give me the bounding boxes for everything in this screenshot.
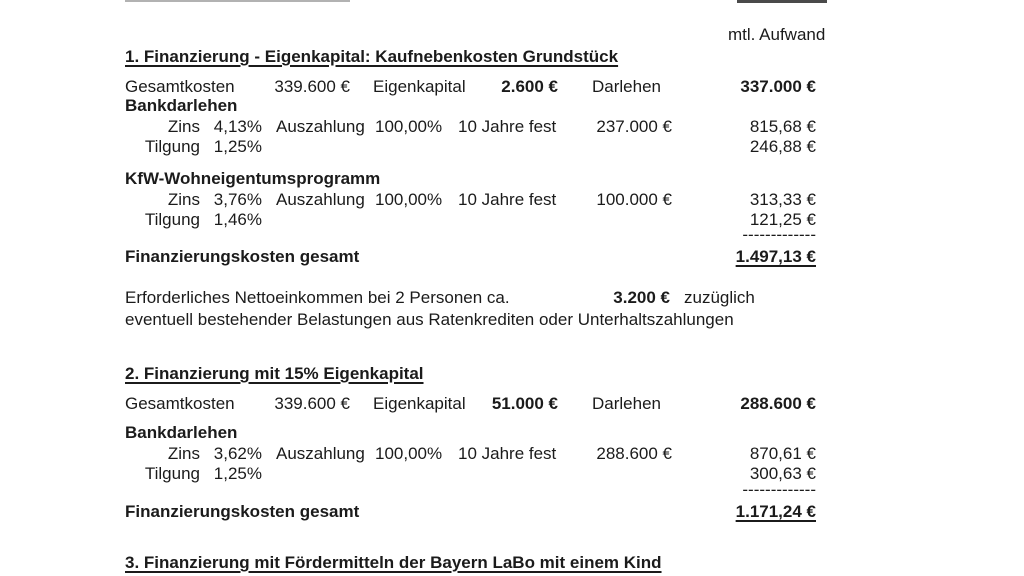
loan-name-bankdarlehen: Bankdarlehen [125,423,238,442]
gesamtkosten-label: Gesamtkosten [125,394,235,413]
gesamtkosten-label: Gesamtkosten [125,77,235,96]
monatlich-zins-value: 815,68 € [749,117,816,136]
section-1-heading: 1. Finanzierung - Eigenkapital: Kaufnebenkosten Grundstück [125,47,619,66]
income-note-suffix: zuzüglich [684,288,755,307]
laufzeit-value: 10 Jahre fest [458,444,557,463]
darlehen-label: Darlehen [592,394,661,413]
tilgung-label: Tilgung [144,137,200,156]
income-note-line1: Erforderliches Nettoeinkommen bei 2 Personen ca. [125,288,510,307]
zins-label: Zins [167,117,200,136]
eigenkapital-value: 2.600 € [501,77,558,96]
darlehen-value: 288.600 € [740,394,816,413]
auszahlung-label: Auszahlung [276,117,365,136]
zins-value: 4,13% [213,117,262,136]
auszahlung-value: 100,00% [375,190,443,209]
tilgung-value: 1,25% [213,464,262,483]
auszahlung-label: Auszahlung [276,444,365,463]
monatlich-zins-value: 870,61 € [749,444,816,463]
laufzeit-value: 10 Jahre fest [458,190,557,209]
gesamtkosten-value: 339.600 € [274,77,350,96]
tilgung-label: Tilgung [144,464,200,483]
darlehensbetrag-value: 100.000 € [596,190,672,209]
eigenkapital-value: 51.000 € [491,394,558,413]
auszahlung-label: Auszahlung [276,190,365,209]
monatlich-zins-value: 313,33 € [749,190,816,209]
section-2-heading: 2. Finanzierung mit 15% Eigenkapital [125,364,424,383]
loan-name-kfw: KfW-Wohneigentumsprogramm [125,169,381,188]
total-label: Finanzierungskosten gesamt [125,502,360,521]
sum-divider-dashes: ------------- [742,480,816,499]
tilgung-label: Tilgung [144,210,200,229]
zins-label: Zins [167,190,200,209]
darlehensbetrag-value: 288.600 € [596,444,672,463]
darlehensbetrag-value: 237.000 € [596,117,672,136]
monthly-column-header: mtl. Aufwand [728,25,826,44]
monatlich-tilgung-value: 246,88 € [749,137,816,156]
gesamtkosten-value: 339.600 € [274,394,350,413]
tilgung-value: 1,46% [213,210,262,229]
zins-label: Zins [167,444,200,463]
zins-value: 3,62% [213,444,262,463]
darlehen-label: Darlehen [592,77,661,96]
income-note-line2: eventuell bestehender Belastungen aus Ratenkrediten oder Unterhaltszahlungen [125,310,734,329]
monatlich-tilgung-value: 300,63 € [749,464,816,483]
sum-divider-dashes: ------------- [742,225,816,244]
total-label: Finanzierungskosten gesamt [125,247,360,266]
income-note-amount: 3.200 € [613,288,670,307]
eigenkapital-label: Eigenkapital [373,394,466,413]
auszahlung-value: 100,00% [375,444,443,463]
top-cut-line-left [125,0,350,2]
darlehen-value: 337.000 € [740,77,816,96]
total-value: 1.497,13 € [735,247,816,266]
monatlich-tilgung-value: 121,25 € [749,210,816,229]
loan-name-bankdarlehen: Bankdarlehen [125,96,238,115]
auszahlung-value: 100,00% [375,117,443,136]
top-cut-underline-right [737,0,827,3]
tilgung-value: 1,25% [213,137,262,156]
zins-value: 3,76% [213,190,262,209]
section-3-heading: 3. Finanzierung mit Fördermitteln der Bayern LaBo mit einem Kind [125,553,662,572]
total-value: 1.171,24 € [735,502,816,521]
laufzeit-value: 10 Jahre fest [458,117,557,136]
eigenkapital-label: Eigenkapital [373,77,466,96]
